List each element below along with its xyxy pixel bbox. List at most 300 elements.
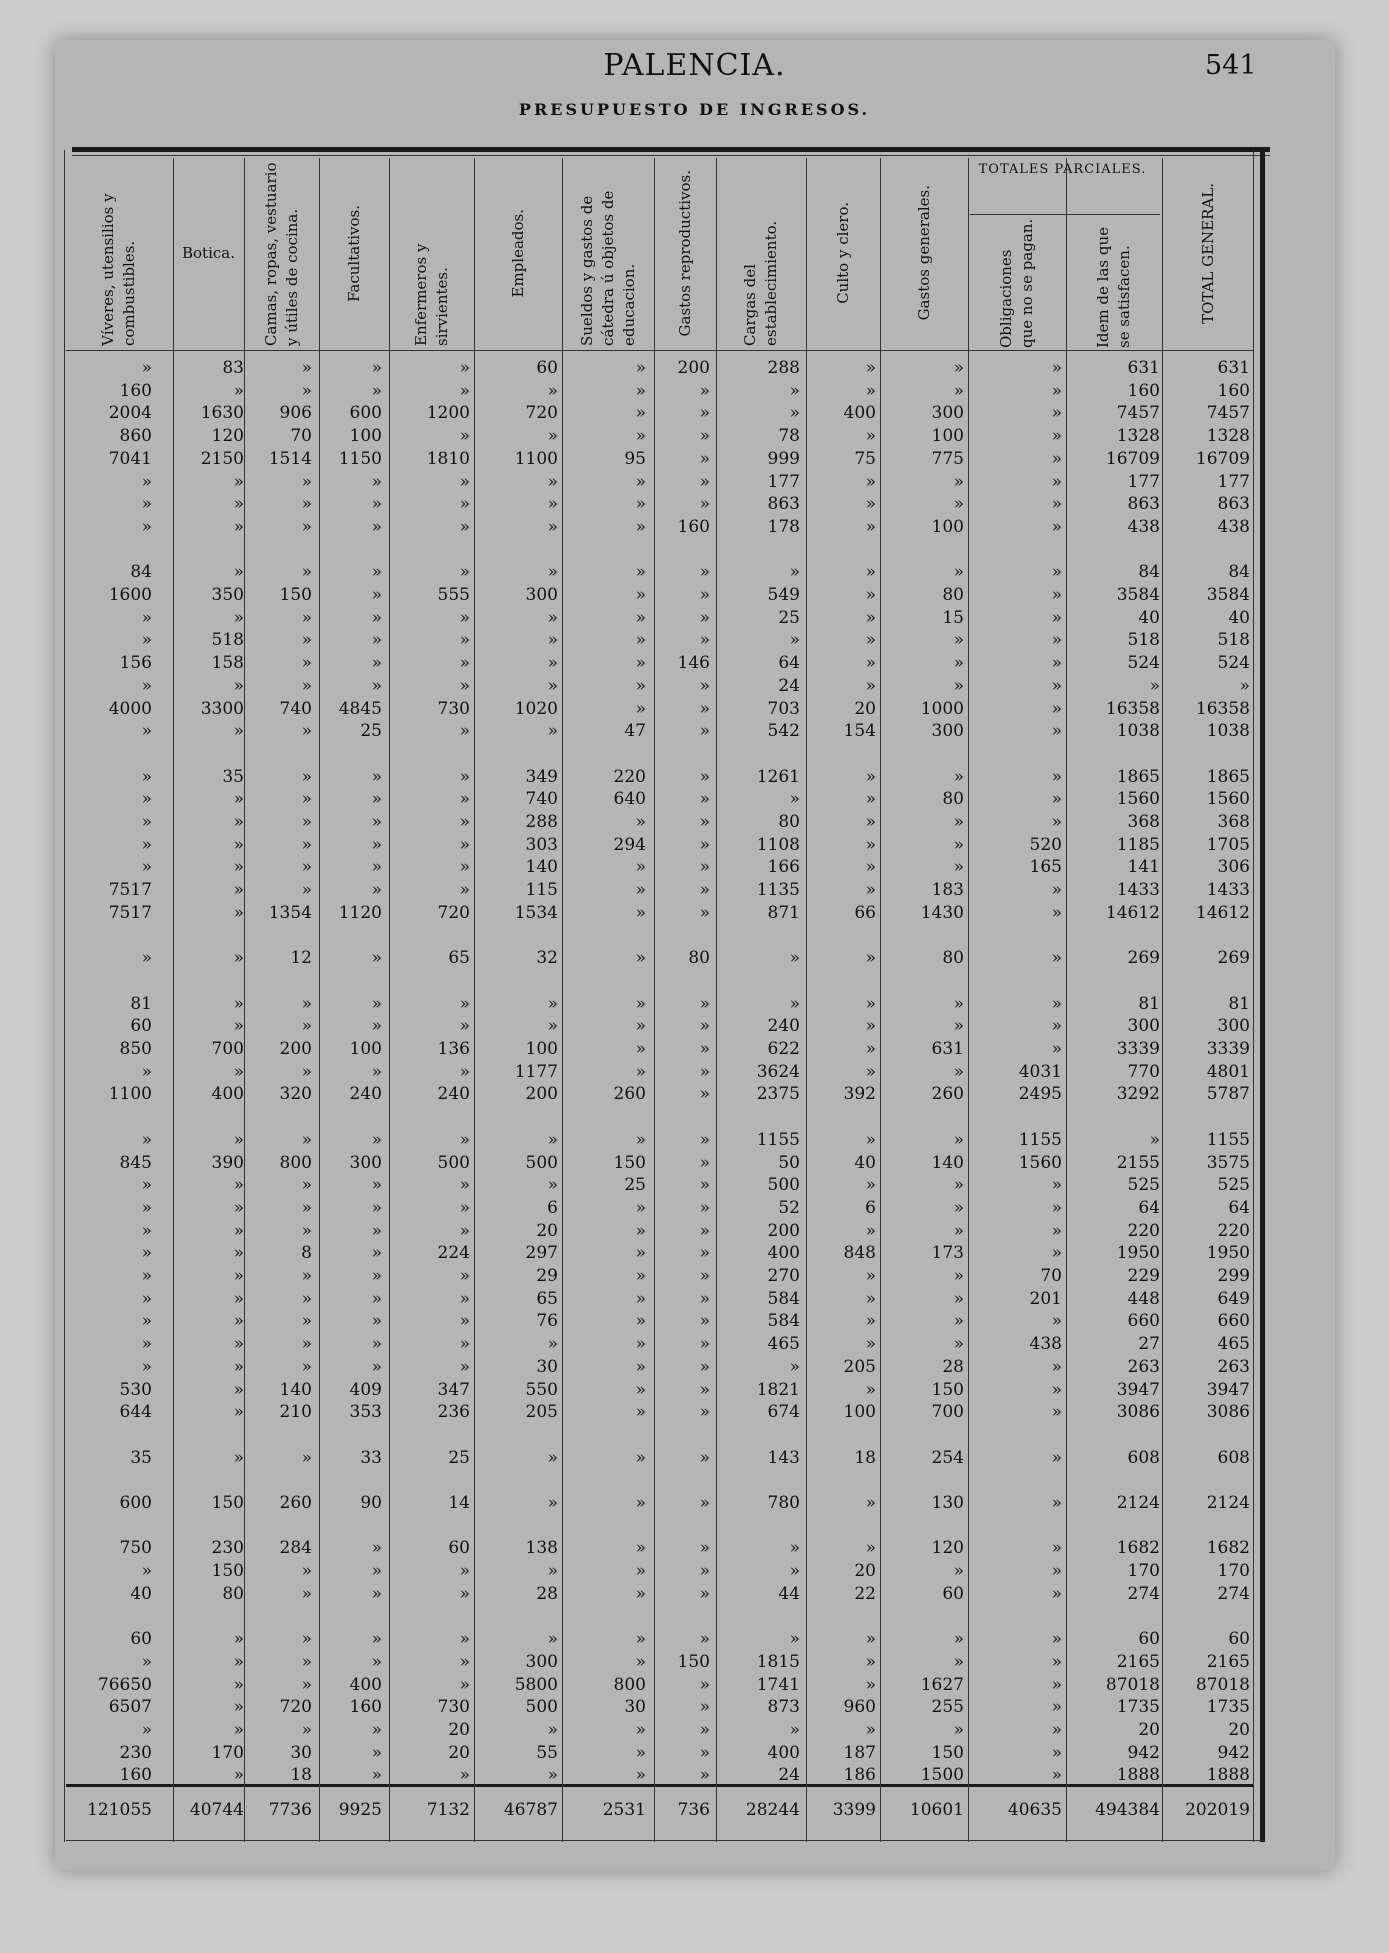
header-idem-text: Idem de las que se satisfacen.: [1094, 227, 1133, 348]
table-cell: 942: [1127, 1742, 1160, 1763]
table-cell: 80: [942, 948, 964, 969]
table-cell: 1950: [1206, 1243, 1250, 1264]
table-cell: »: [547, 1129, 558, 1150]
table-cell: »: [371, 1561, 382, 1582]
table-cell: 409: [349, 1379, 382, 1400]
table-cell: 81: [1228, 993, 1250, 1014]
table-cell: 140: [279, 1379, 312, 1400]
header-sueldos-text: Sueldos y gastos de cátedra ú objetos de educacion.: [577, 190, 638, 346]
table-cell: »: [1051, 880, 1062, 901]
table-cell: 2124: [1116, 1493, 1160, 1513]
table-cell: »: [953, 1197, 964, 1218]
table-cell: 4000: [108, 698, 152, 719]
total-cell: 28244: [745, 1800, 800, 1820]
table-cell: »: [141, 516, 152, 537]
table-cell: 170: [1127, 1561, 1160, 1582]
table-cell: 1630: [200, 403, 244, 424]
table-cell: 24: [778, 675, 800, 696]
header-botica: [174, 158, 243, 348]
total-cell: 10601: [909, 1800, 964, 1820]
table-cell: 166: [767, 857, 800, 878]
table-cell: »: [699, 834, 710, 855]
table-cell: 1735: [1206, 1697, 1250, 1718]
table-cell: 210: [279, 1402, 312, 1423]
table-cell: »: [233, 675, 244, 696]
table-cell: »: [371, 1334, 382, 1355]
table-cell: »: [233, 721, 244, 742]
table-cell: »: [141, 1061, 152, 1082]
table-cell: 306: [1217, 857, 1250, 878]
table-cell: »: [1051, 1175, 1062, 1196]
table-cell: »: [459, 721, 470, 742]
table-cell: 44: [778, 1583, 800, 1604]
table-cell: »: [635, 675, 646, 696]
table-cell: »: [233, 1674, 244, 1695]
table-cell: »: [547, 675, 558, 696]
table-cell: 524: [1217, 653, 1250, 674]
table-cell: 40: [1138, 607, 1160, 628]
table-cell: »: [865, 1266, 876, 1286]
table-cell: »: [371, 1061, 382, 1082]
table-cell: 80: [222, 1583, 244, 1604]
table-cell: 660: [1217, 1311, 1250, 1332]
table-cell: »: [301, 1061, 312, 1082]
table-cell: 350: [211, 585, 244, 605]
table-cell: »: [1051, 1016, 1062, 1037]
table-cell: 530: [119, 1379, 152, 1400]
table-cell: 860: [119, 426, 152, 447]
table-cell: »: [865, 948, 876, 969]
table-cell: »: [865, 426, 876, 447]
table-cell: 1433: [1116, 880, 1160, 901]
table-cell: 1865: [1206, 766, 1250, 787]
table-cell: »: [459, 834, 470, 855]
table-cell: »: [1051, 902, 1062, 923]
table-cell: »: [371, 1356, 382, 1377]
column-divider: [1162, 158, 1163, 1842]
table-cell: 600: [119, 1493, 152, 1513]
table-cell: 200: [279, 1039, 312, 1059]
table-cell: 260: [279, 1493, 312, 1513]
table-cell: »: [547, 494, 558, 515]
table-cell: 500: [525, 1697, 558, 1718]
table-cell: »: [141, 1334, 152, 1355]
table-cell: »: [1051, 812, 1062, 832]
table-cell: 66: [854, 902, 876, 923]
table-cell: »: [371, 380, 382, 401]
table-cell: 1135: [756, 880, 800, 901]
table-cell: 160: [1127, 380, 1160, 401]
header-gastos-generales: [881, 158, 967, 348]
table-cell: »: [233, 1197, 244, 1218]
total-cell: 7132: [426, 1800, 470, 1820]
table-cell: »: [547, 1334, 558, 1355]
table-cell: 30: [624, 1697, 646, 1718]
table-cell: »: [459, 857, 470, 878]
table-cell: »: [233, 562, 244, 583]
table-cell: 80: [688, 948, 710, 969]
table-cell: 4845: [338, 698, 382, 719]
total-cell: 40744: [189, 1800, 244, 1820]
table-cell: »: [635, 902, 646, 923]
table-cell: 284: [279, 1538, 312, 1559]
table-cell: 177: [1127, 471, 1160, 492]
table-cell: 288: [525, 812, 558, 832]
table-cell: 674: [767, 1402, 800, 1423]
table-cell: »: [1149, 1129, 1160, 1150]
table-cell: »: [233, 993, 244, 1014]
table-cell: 863: [767, 494, 800, 515]
table-cell: 201: [1029, 1288, 1062, 1309]
top-rule: [72, 147, 1270, 152]
table-cell: »: [1051, 1447, 1062, 1468]
table-cell: »: [699, 1152, 710, 1173]
table-cell: 3086: [1116, 1402, 1160, 1423]
table-cell: »: [635, 1379, 646, 1400]
table-cell: 400: [843, 403, 876, 424]
table-cell: »: [1051, 789, 1062, 810]
table-cell: »: [699, 698, 710, 719]
table-cell: 1020: [514, 698, 558, 719]
table-cell: »: [141, 675, 152, 696]
table-cell: »: [865, 789, 876, 810]
table-cell: 730: [437, 698, 470, 719]
table-cell: »: [635, 1583, 646, 1604]
total-cell: 3399: [832, 1800, 876, 1820]
table-cell: »: [635, 1447, 646, 1468]
table-cell: »: [699, 403, 710, 424]
table-cell: 25: [448, 1447, 470, 1468]
table-cell: »: [699, 585, 710, 605]
table-cell: »: [1051, 607, 1062, 628]
table-cell: 2375: [756, 1084, 800, 1105]
table-cell: »: [233, 812, 244, 832]
table-cell: 1108: [756, 834, 800, 855]
table-cell: »: [1051, 993, 1062, 1014]
table-cell: 25: [360, 721, 382, 742]
table-cell: »: [547, 380, 558, 401]
table-cell: »: [865, 1129, 876, 1150]
table-cell: »: [699, 1334, 710, 1355]
table-cell: 186: [843, 1765, 876, 1786]
table-cell: »: [953, 653, 964, 674]
header-botica-text: Botica.: [182, 244, 235, 262]
table-cell: »: [865, 857, 876, 878]
table-cell: »: [301, 1334, 312, 1355]
table-cell: 170: [211, 1742, 244, 1763]
table-cell: »: [301, 1674, 312, 1695]
table-cell: 154: [843, 721, 876, 742]
table-cell: »: [699, 1493, 710, 1513]
table-cell: »: [371, 834, 382, 855]
total-cell: 7736: [268, 1800, 312, 1820]
table-cell: 1433: [1206, 880, 1250, 901]
table-cell: 1185: [1116, 834, 1160, 855]
table-cell: »: [865, 380, 876, 401]
table-cell: 368: [1217, 812, 1250, 832]
table-cell: »: [233, 1379, 244, 1400]
table-cell: »: [459, 494, 470, 515]
table-cell: »: [1051, 494, 1062, 515]
table-cell: »: [1051, 1039, 1062, 1059]
table-cell: 138: [525, 1538, 558, 1559]
table-cell: 3300: [200, 698, 244, 719]
table-cell: »: [301, 1266, 312, 1286]
table-cell: 960: [843, 1697, 876, 1718]
table-cell: »: [699, 902, 710, 923]
table-cell: »: [789, 630, 800, 651]
table-cell: »: [371, 1243, 382, 1264]
table-cell: 770: [1127, 1061, 1160, 1082]
table-cell: »: [301, 1583, 312, 1604]
table-cell: 60: [1138, 1629, 1160, 1650]
table-cell: »: [301, 834, 312, 855]
table-cell: 3584: [1206, 585, 1250, 605]
table-cell: 392: [843, 1084, 876, 1105]
table-cell: 165: [1029, 857, 1062, 878]
table-cell: »: [865, 1720, 876, 1740]
table-cell: 845: [119, 1152, 152, 1173]
table-cell: 6: [865, 1197, 876, 1218]
table-cell: »: [301, 766, 312, 787]
table-cell: »: [233, 516, 244, 537]
table-cell: »: [371, 1765, 382, 1786]
table-cell: 240: [767, 1016, 800, 1037]
total-cell: 40635: [1007, 1800, 1062, 1820]
table-cell: »: [1051, 426, 1062, 447]
table-cell: »: [953, 562, 964, 583]
table-cell: »: [953, 1561, 964, 1582]
table-cell: 631: [931, 1039, 964, 1059]
table-cell: »: [301, 1629, 312, 1650]
table-cell: »: [371, 1629, 382, 1650]
table-cell: 300: [931, 403, 964, 424]
table-cell: 120: [211, 426, 244, 447]
table-cell: 1261: [756, 766, 800, 787]
table-cell: 1328: [1206, 426, 1250, 447]
table-cell: »: [635, 1651, 646, 1672]
table-cell: »: [699, 1447, 710, 1468]
table-cell: 871: [767, 902, 800, 923]
header-camas: [245, 158, 318, 348]
table-cell: »: [141, 1220, 152, 1241]
table-cell: 524: [1127, 653, 1160, 674]
top-rule-thin: [72, 155, 1270, 156]
table-cell: 177: [767, 471, 800, 492]
table-cell: »: [547, 993, 558, 1014]
table-cell: »: [459, 1266, 470, 1286]
table-cell: 863: [1127, 494, 1160, 515]
table-cell: »: [865, 1674, 876, 1695]
table-cell: 1514: [268, 448, 312, 469]
header-gastos-reproductivos: [655, 158, 715, 348]
table-cell: 27: [1138, 1334, 1160, 1355]
header-enfermeros-text: Enfermeros y sirvientes.: [411, 243, 451, 346]
table-cell: »: [1149, 675, 1160, 696]
table-cell: 100: [525, 1039, 558, 1059]
table-cell: »: [635, 948, 646, 969]
table-cell: 60: [942, 1583, 964, 1604]
table-cell: 525: [1127, 1175, 1160, 1196]
table-cell: 230: [211, 1538, 244, 1559]
table-cell: 555: [437, 585, 470, 605]
table-cell: 1177: [514, 1061, 558, 1082]
table-cell: »: [371, 948, 382, 969]
table-cell: 205: [843, 1356, 876, 1377]
table-cell: 518: [1217, 630, 1250, 651]
table-cell: 300: [1217, 1016, 1250, 1037]
table-cell: »: [699, 721, 710, 742]
table-cell: »: [301, 380, 312, 401]
table-cell: »: [953, 857, 964, 878]
table-cell: 1534: [514, 902, 558, 923]
total-cell: 202019: [1185, 1800, 1250, 1820]
table-cell: »: [953, 1288, 964, 1309]
table-cell: 14: [448, 1493, 470, 1513]
table-cell: 100: [349, 426, 382, 447]
table-cell: 622: [767, 1039, 800, 1059]
table-cell: 1560: [1116, 789, 1160, 810]
table-cell: 25: [624, 1175, 646, 1196]
table-cell: »: [699, 1765, 710, 1786]
header-camas-text: Camas, ropas, vestuario y útiles de cocina.: [261, 162, 301, 346]
table-cell: »: [953, 1629, 964, 1650]
table-cell: 850: [119, 1039, 152, 1059]
table-cell: 52: [778, 1197, 800, 1218]
table-cell: »: [635, 1039, 646, 1059]
table-cell: 14612: [1105, 902, 1160, 923]
table-cell: 1821: [756, 1379, 800, 1400]
table-cell: »: [865, 516, 876, 537]
table-cell: »: [865, 812, 876, 832]
table-cell: »: [141, 1720, 152, 1740]
table-cell: 20: [448, 1742, 470, 1763]
table-cell: »: [301, 1197, 312, 1218]
table-cell: 5800: [514, 1674, 558, 1695]
table-cell: »: [865, 1175, 876, 1196]
header-viveres-text: Víveres, utensilios y combustibles.: [99, 192, 138, 346]
table-cell: »: [699, 380, 710, 401]
table-cell: »: [1051, 948, 1062, 969]
table-cell: 1888: [1116, 1765, 1160, 1786]
table-cell: 720: [525, 403, 558, 424]
table-cell: »: [459, 630, 470, 651]
table-cell: 81: [130, 993, 152, 1014]
page-title: PALENCIA.: [603, 48, 786, 83]
table-cell: »: [141, 630, 152, 651]
table-cell: 47: [624, 721, 646, 742]
table-cell: »: [459, 1334, 470, 1355]
table-cell: 200: [677, 358, 710, 378]
table-cell: »: [1051, 1561, 1062, 1582]
table-cell: »: [865, 494, 876, 515]
table-cell: 347: [437, 1379, 470, 1400]
table-cell: »: [547, 721, 558, 742]
table-cell: 649: [1217, 1288, 1250, 1309]
table-cell: »: [865, 766, 876, 787]
table-cell: 640: [613, 789, 646, 810]
table-cell: »: [233, 1061, 244, 1082]
table-cell: »: [635, 1356, 646, 1377]
table-cell: »: [1051, 516, 1062, 537]
table-cell: 7041: [108, 448, 152, 469]
table-cell: »: [1051, 585, 1062, 605]
table-cell: 1560: [1018, 1152, 1062, 1173]
table-cell: 775: [931, 448, 964, 469]
table-cell: »: [953, 675, 964, 696]
table-cell: »: [371, 993, 382, 1014]
table-cell: »: [459, 1311, 470, 1332]
table-cell: »: [1051, 403, 1062, 424]
table-cell: 300: [1127, 1016, 1160, 1037]
table-cell: 150: [931, 1379, 964, 1400]
table-cell: »: [301, 812, 312, 832]
table-cell: »: [865, 1334, 876, 1355]
table-cell: »: [865, 585, 876, 605]
table-cell: 600: [349, 403, 382, 424]
table-cell: 35: [222, 766, 244, 787]
table-cell: »: [141, 1197, 152, 1218]
table-cell: »: [953, 812, 964, 832]
table-cell: 660: [1127, 1311, 1160, 1332]
table-cell: 220: [1217, 1220, 1250, 1241]
table-cell: 4801: [1206, 1061, 1250, 1082]
table-cell: 100: [349, 1039, 382, 1059]
table-cell: »: [141, 1129, 152, 1150]
table-cell: »: [865, 358, 876, 378]
table-cell: 1810: [426, 448, 470, 469]
table-cell: 4031: [1018, 1061, 1062, 1082]
table-cell: »: [1051, 1220, 1062, 1241]
table-cell: »: [301, 1561, 312, 1582]
table-cell: »: [953, 471, 964, 492]
table-cell: »: [233, 1651, 244, 1672]
table-cell: 84: [1228, 562, 1250, 583]
table-cell: »: [371, 1651, 382, 1672]
table-cell: »: [141, 358, 152, 378]
column-divider: [474, 158, 475, 1842]
table-cell: 550: [525, 1379, 558, 1400]
table-cell: »: [789, 789, 800, 810]
table-cell: 800: [613, 1674, 646, 1695]
header-obligaciones: [969, 218, 1065, 348]
table-cell: 130: [931, 1493, 964, 1513]
table-cell: »: [371, 653, 382, 674]
table-cell: 156: [119, 653, 152, 674]
table-cell: »: [1051, 1651, 1062, 1672]
table-cell: »: [1051, 1379, 1062, 1400]
table-cell: »: [371, 358, 382, 378]
table-cell: »: [141, 1175, 152, 1196]
table-cell: »: [953, 1311, 964, 1332]
table-cell: »: [699, 1266, 710, 1286]
table-cell: »: [141, 834, 152, 855]
table-cell: 150: [211, 1561, 244, 1582]
table-cell: »: [371, 1311, 382, 1332]
table-cell: 1120: [338, 902, 382, 923]
table-cell: »: [301, 1129, 312, 1150]
table-cell: »: [301, 1311, 312, 1332]
table-cell: »: [953, 630, 964, 651]
table-cell: »: [301, 1447, 312, 1468]
table-cell: »: [459, 1129, 470, 1150]
table-cell: 20: [854, 698, 876, 719]
table-cell: »: [233, 1765, 244, 1786]
table-cell: »: [141, 766, 152, 787]
table-cell: 1865: [1116, 766, 1160, 787]
table-cell: 28: [536, 1583, 558, 1604]
table-cell: 20: [1138, 1720, 1160, 1740]
